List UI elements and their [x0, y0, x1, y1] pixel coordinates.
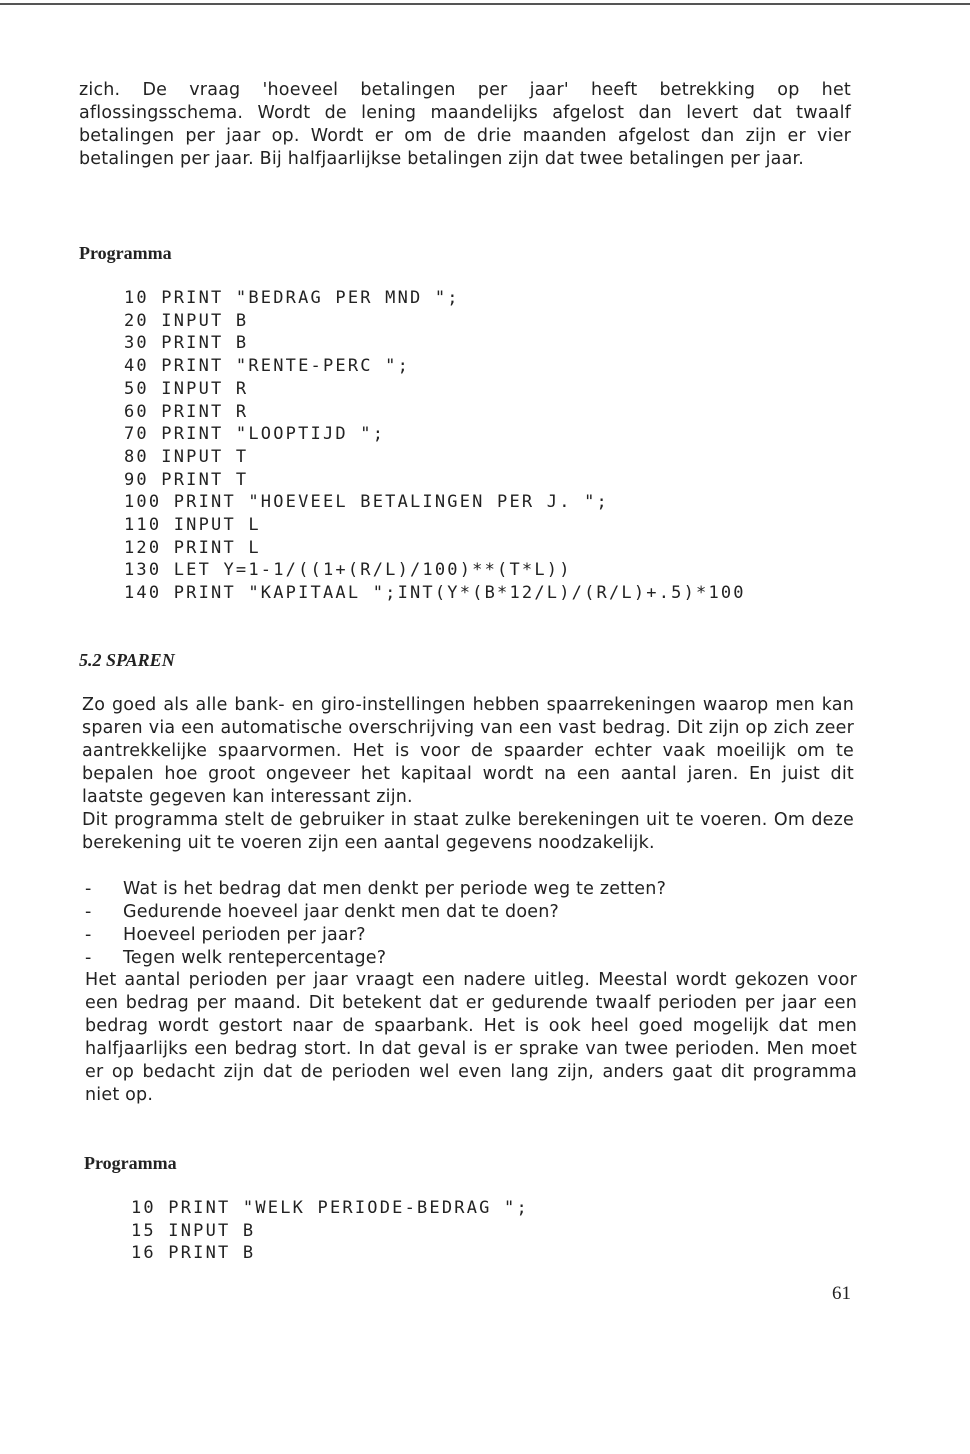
code-line: 10 PRINT "WELK PERIODE-BEDRAG "; — [131, 1198, 529, 1218]
code-line: 60 PRINT R — [124, 401, 249, 422]
bullet-dash: - — [85, 902, 92, 922]
section-paragraph-1: Zo goed als alle bank- en giro-instellingen hebben spaarrekeningen waarop men kan sparen via een automatische overschrijving van een vast bedrag. Dit zijn op zich zeer aantrekkelijke spaarvormen. Het is voor de spaarder echter vaak moeilijk om te bepalen hoe groot ongeveer het kapitaal wordt na een aantal jaren. En juist dit laatste gegeven kan interessant zijn. — [82, 695, 854, 807]
section-paragraph-2: Dit programma stelt de gebruiker in staat zulke berekeningen uit te voeren. Om deze berekening uit te voeren zijn een aantal gegevens noodzakelijk. — [82, 810, 854, 853]
page-number: 61 — [832, 1283, 851, 1304]
code-line: 130 LET Y=1-1/((1+(R/L)/100)**(T*L)) — [124, 560, 572, 581]
list-item-text: Gedurende hoeveel jaar denkt men dat te doen? — [123, 902, 559, 922]
code-line: 15 INPUT B — [131, 1220, 256, 1241]
bullet-dash: - — [85, 925, 92, 945]
code-line: 80 INPUT T — [124, 446, 249, 467]
code-line: 16 PRINT B — [131, 1243, 256, 1264]
list-item — [85, 924, 855, 947]
code-line: 20 INPUT B — [124, 310, 249, 331]
code-line: 90 PRINT T — [124, 469, 249, 490]
code-line: 140 PRINT "KAPITAAL ";INT(Y*(B*12/L)/(R/L)+.5)*100 — [124, 583, 746, 604]
section-heading: 5.2 SPAREN — [79, 650, 175, 670]
requirements-list — [85, 878, 855, 970]
list-item — [85, 878, 855, 901]
list-item — [85, 901, 855, 924]
bullet-dash: - — [85, 879, 92, 899]
code-line: 40 PRINT "RENTE-PERC "; — [124, 356, 411, 377]
top-rule — [0, 3, 970, 5]
code-line: 100 PRINT "HOEVEEL BETALINGEN PER J. "; — [124, 492, 609, 513]
program2-heading: Programma — [84, 1153, 177, 1173]
code-line: 120 PRINT L — [124, 537, 261, 558]
list-item-text: Hoeveel perioden per jaar? — [123, 925, 366, 945]
program1-code — [124, 287, 746, 605]
list-item-text: Wat is het bedrag dat men denkt per periode weg te zetten? — [123, 879, 667, 899]
list-item — [85, 947, 855, 970]
list-item-text: Tegen welk rentepercentage? — [123, 948, 387, 968]
code-line: 30 PRINT B — [124, 333, 249, 354]
code-line: 50 INPUT R — [124, 378, 249, 399]
code-line: 70 PRINT "LOOPTIJD "; — [124, 424, 386, 445]
section-paragraph-3: Het aantal perioden per jaar vraagt een nadere uitleg. Meestal wordt gekozen voor een bedrag per maand. Dit betekent dat er gedurende twaalf perioden per jaar een bedrag wordt gestort naar de spaarbank. Het is ook heel goed mogelijk dat men halfjaarlijks een bedrag stort. In dat geval is er sprake van twee perioden. Men moet er op bedacht zijn dat de perioden wel even lang zijn, anders gaat dit programma niet op. — [85, 970, 857, 1105]
code-line: 110 INPUT L — [124, 515, 261, 536]
program1-heading: Programma — [79, 243, 172, 263]
program2-code — [131, 1197, 529, 1265]
bullet-dash: - — [85, 948, 92, 968]
intro-paragraph: zich. De vraag 'hoeveel betalingen per jaar' heeft betrekking op het aflossingsschema. Wordt de lening maandelijks afgelost dan levert dat twaalf betalingen per jaar op. Wordt er om de drie maanden afgelost dan zijn er vier betalingen per jaar. Bij halfjaarlijkse betalingen zijn dat twee betalingen per jaar. — [79, 80, 851, 169]
code-line: 10 PRINT "BEDRAG PER MND "; — [124, 288, 460, 308]
